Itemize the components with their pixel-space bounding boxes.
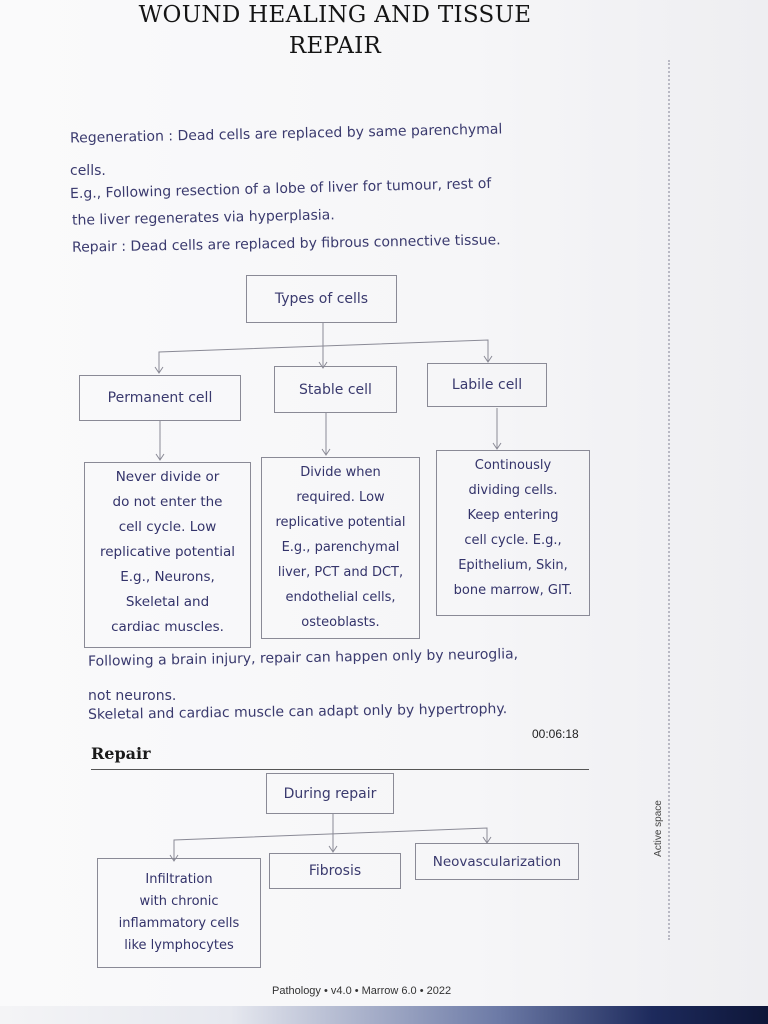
note-line-3: Skeletal and cardiac muscle can adapt only by hypertrophy. xyxy=(87,701,508,723)
permanent-cell-description xyxy=(84,462,251,648)
labile-desc-line: Epithelium, Skin, xyxy=(458,558,568,573)
permanent-cell-box: Permanent cell xyxy=(79,375,241,421)
labile-desc-line: bone marrow, GIT. xyxy=(453,583,573,598)
permanent-desc-line: E.g., Neurons, xyxy=(120,569,215,585)
title-line-2: REPAIR xyxy=(288,33,382,59)
video-timestamp: 00:06:18 xyxy=(532,727,579,741)
stable-desc-line: required. Low xyxy=(296,490,385,505)
title-line-1: WOUND HEALING AND TISSUE xyxy=(138,2,532,28)
note-line-1: Following a brain injury, repair can happen only by neuroglia, xyxy=(87,646,519,670)
labile-desc-line: cell cycle. E.g., xyxy=(464,533,562,548)
intro-line-3: E.g., Following resection of a lobe of liver for tumour, rest of xyxy=(69,175,492,203)
stable-cell-description xyxy=(261,457,420,639)
stable-desc-line: osteoblasts. xyxy=(301,615,380,630)
stable-desc-line: endothelial cells, xyxy=(285,590,396,605)
labile-desc-line: dividing cells. xyxy=(468,483,558,498)
labile-cell-box: Labile cell xyxy=(427,363,547,407)
types-of-cells-box: Types of cells xyxy=(246,275,397,323)
infiltration-line: Infiltration xyxy=(145,872,213,887)
active-space-label: Active space xyxy=(652,800,664,857)
intro-line-4: the liver regenerates via hyperplasia. xyxy=(71,207,335,229)
infiltration-line: inflammatory cells xyxy=(118,916,240,931)
page-footer: Pathology • v4.0 • Marrow 6.0 • 2022 xyxy=(272,985,452,997)
permanent-desc-line: Skeletal and xyxy=(125,594,210,610)
repair-heading-rule xyxy=(91,769,589,770)
photo-edge-band xyxy=(0,1006,768,1024)
labile-desc-line: Continously xyxy=(474,458,552,473)
stable-desc-line: liver, PCT and DCT, xyxy=(277,565,404,580)
intro-line-1: Regeneration : Dead cells are replaced by same parenchymal xyxy=(69,121,503,147)
infiltration-line: with chronic xyxy=(139,894,219,909)
fibrosis-box: Fibrosis xyxy=(269,853,401,889)
stable-cell-box: Stable cell xyxy=(274,366,397,413)
permanent-desc-line: Never divide or xyxy=(115,469,220,485)
neovascularization-box: Neovascularization xyxy=(415,843,579,880)
note-line-2: not neurons. xyxy=(88,688,177,704)
stable-desc-line: replicative potential xyxy=(275,515,406,530)
infiltration-box xyxy=(97,858,261,968)
intro-line-2: cells. xyxy=(70,163,106,179)
stable-desc-line: E.g., parenchymal xyxy=(281,540,400,555)
stable-desc-line: Divide when xyxy=(300,465,381,480)
repair-heading: Repair xyxy=(91,744,151,763)
labile-cell-description xyxy=(436,450,590,616)
permanent-desc-line: cell cycle. Low xyxy=(118,519,217,535)
permanent-desc-line: cardiac muscles. xyxy=(111,619,224,635)
during-repair-box: During repair xyxy=(266,773,394,814)
intro-line-5: Repair : Dead cells are replaced by fibrous connective tissue. xyxy=(71,232,501,256)
permanent-desc-line: replicative potential xyxy=(99,544,235,560)
infiltration-line: like lymphocytes xyxy=(124,938,234,953)
permanent-desc-line: do not enter the xyxy=(112,494,223,510)
labile-desc-line: Keep entering xyxy=(467,508,559,523)
